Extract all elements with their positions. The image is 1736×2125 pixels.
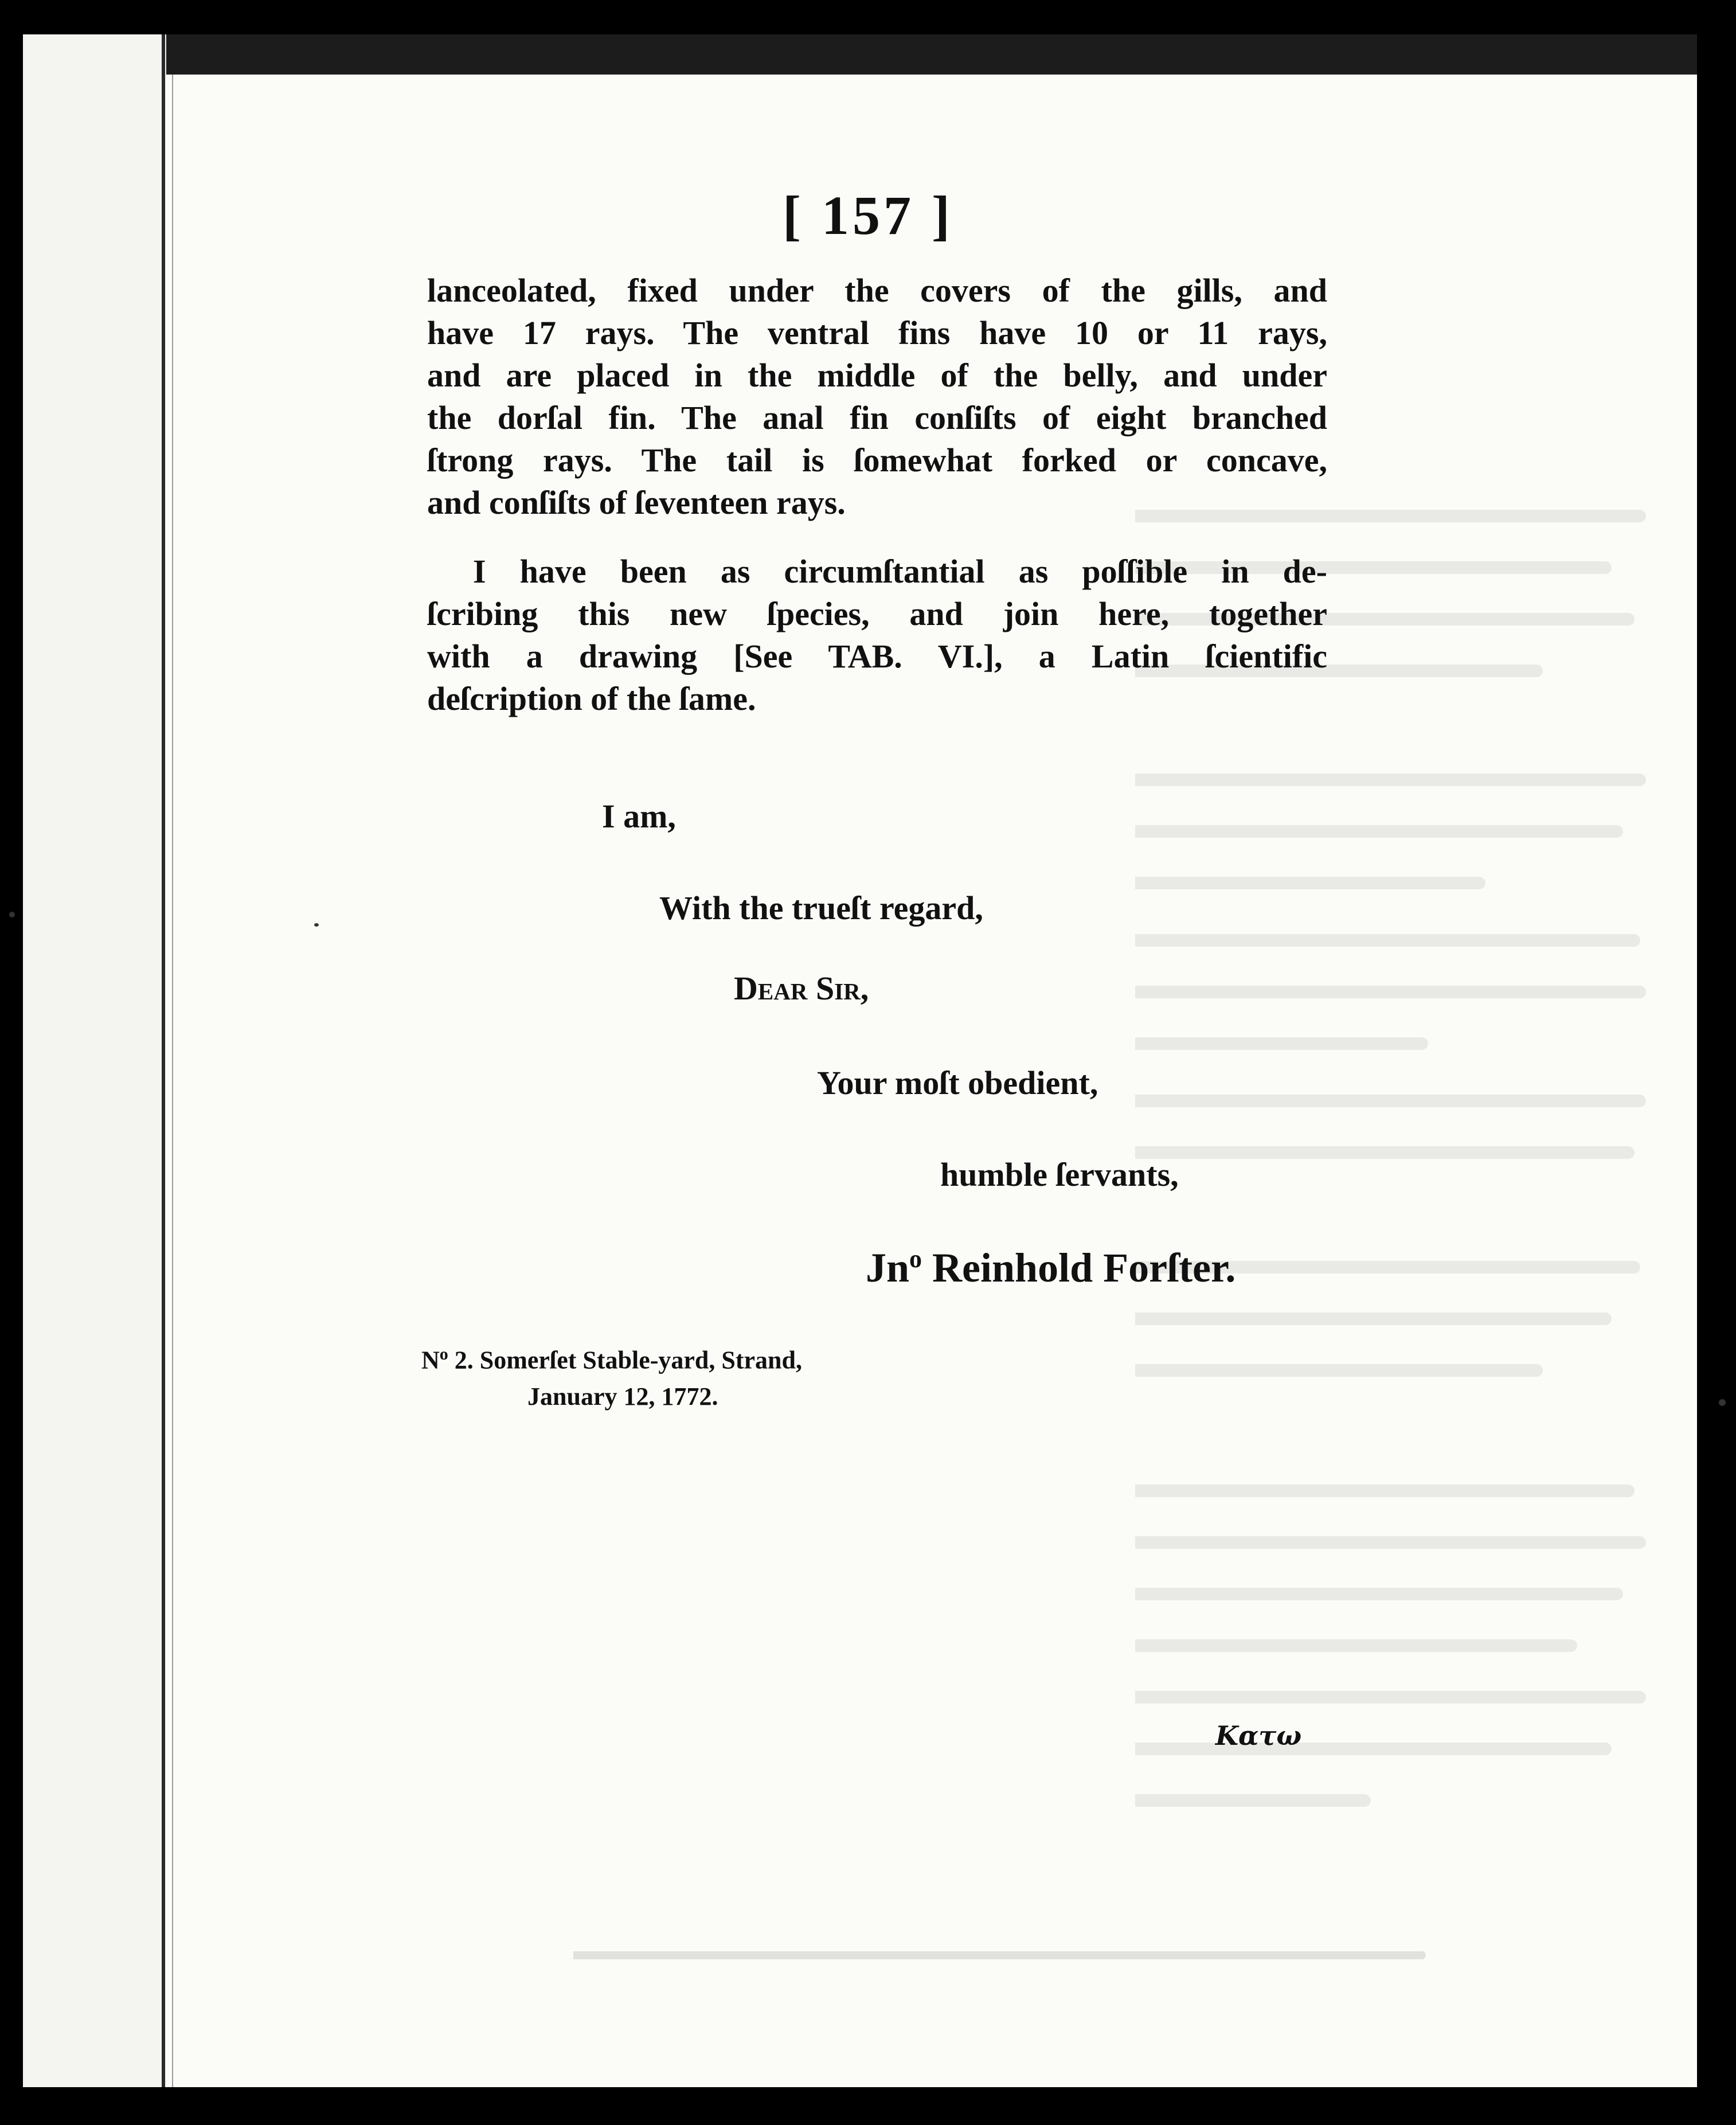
body-text	[427, 269, 1327, 720]
catchword: Κατω	[1215, 1720, 1302, 1751]
text-line: ſtrong rays. The tail is ſomewhat forked or concave,	[427, 442, 1327, 479]
ink-speck	[1719, 1399, 1726, 1406]
address-prefix: N	[421, 1346, 440, 1374]
address-line-2: January 12, 1772.	[527, 1382, 718, 1411]
ink-speck	[9, 912, 15, 917]
address-sup: o	[439, 1345, 448, 1364]
signature-name: Reinhold Forſter.	[922, 1245, 1236, 1291]
closing-servants: humble ſervants,	[940, 1156, 1179, 1193]
text-line: deſcription of the ſame.	[427, 680, 756, 717]
right-scan-edge	[1697, 34, 1736, 2125]
address-street: 2. Somerſet Stable-yard, Strand,	[448, 1346, 802, 1374]
text-line: and are placed in the middle of the belly, and under	[427, 357, 1327, 394]
left-page-edge	[23, 34, 166, 2087]
text-line: with a drawing [See TAB. VI.], a Latin ſcientific	[427, 638, 1327, 675]
paragraph-circumstantial	[427, 550, 1327, 720]
paragraph-fish-description	[427, 269, 1327, 524]
closing-salutation: Dear Sir,	[734, 970, 869, 1007]
top-scan-edge	[166, 34, 1697, 75]
text-line: I have been as circumſtantial as poſſible in de-	[473, 553, 1327, 590]
text-line: have 17 rays. The ventral fins have 10 or 11 rays,	[427, 314, 1327, 351]
signature-sup: o	[909, 1245, 922, 1273]
closing-obedient: Your moſt obedient,	[817, 1064, 1098, 1101]
address-line-1	[421, 1345, 802, 1375]
binding-gutter-shadow	[172, 34, 173, 2087]
ink-speck	[314, 923, 319, 927]
text-line: lanceolated, fixed under the covers of the gills, and	[427, 272, 1327, 309]
binding-gutter-line	[162, 34, 165, 2087]
text-line: ſcribing this new ſpecies, and join here, together	[427, 595, 1327, 632]
page-number: [ 157 ]	[783, 185, 953, 246]
signature-line	[866, 1244, 1235, 1292]
text-line: the dorſal fin. The anal fin conſiſts of eight branched	[427, 399, 1327, 436]
closing-i-am: I am,	[602, 798, 676, 835]
bleed-through-texture-bottom	[573, 1938, 1433, 1972]
signature-prefix: Jn	[866, 1245, 910, 1291]
closing-regard: With the trueſt regard,	[659, 889, 983, 927]
text-line: and conſiſts of ſeventeen rays.	[427, 484, 846, 521]
